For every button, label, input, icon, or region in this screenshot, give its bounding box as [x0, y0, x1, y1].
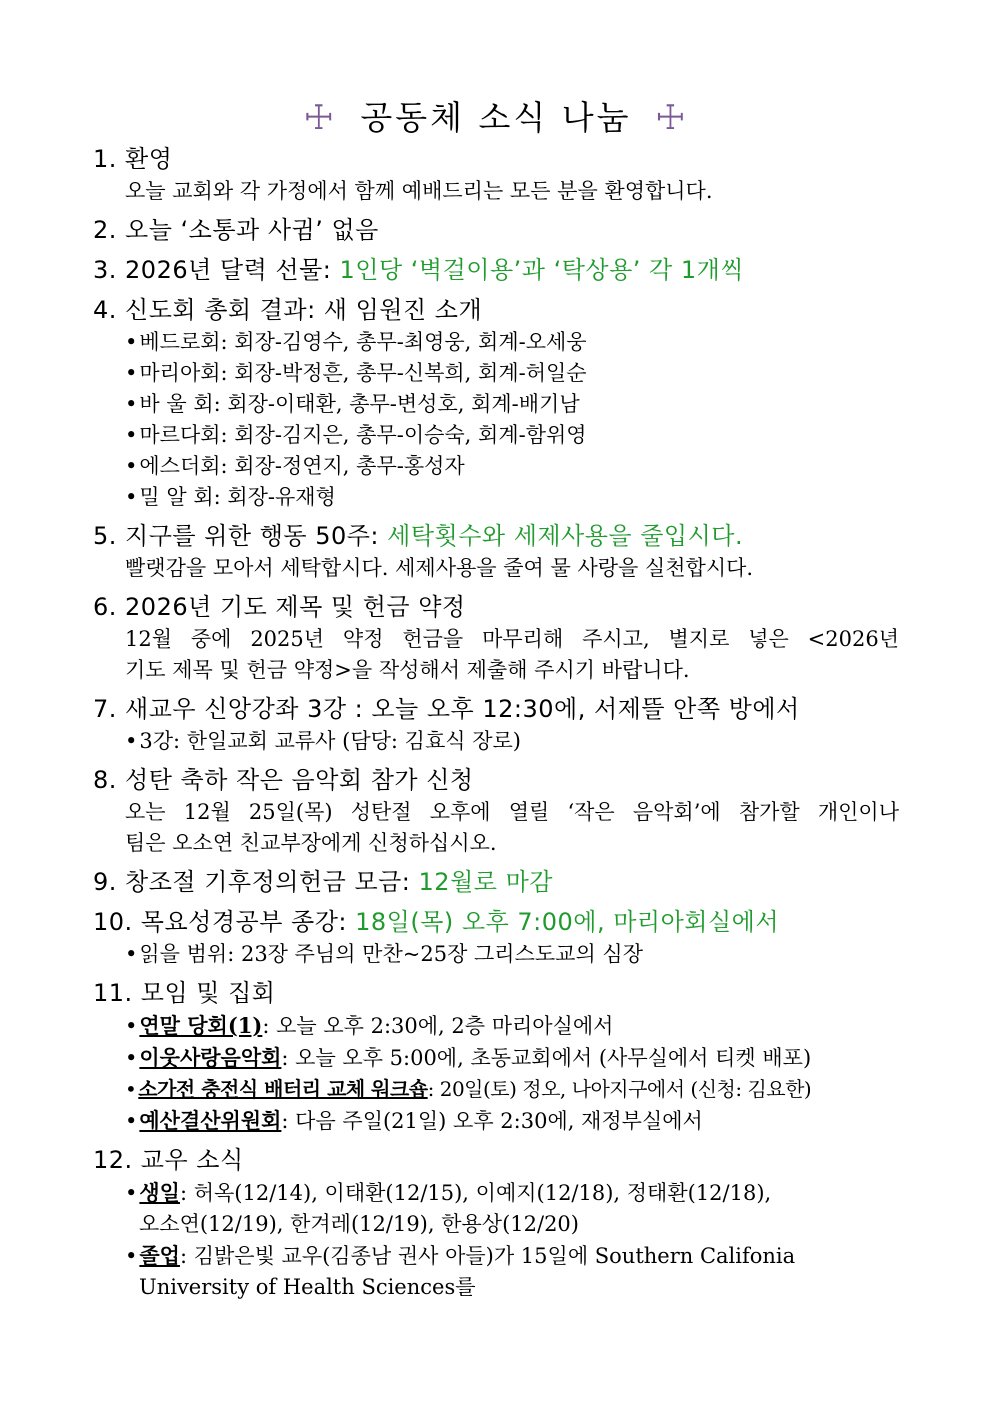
section-bible-study: [93, 905, 903, 970]
section-heading: 8. 성탄 축하 작은 음악회 참가 신청: [93, 766, 474, 794]
cross-icon: ☩: [303, 98, 337, 138]
section-fellowship: [93, 213, 903, 247]
list-item: • 소가전 충전식 배터리 교체 워크숍: 20일(토) 정오, 나아지구에서 (신청: 김요한): [125, 1077, 812, 1101]
list-item: •3강: 한일교회 교류사 (담당: 김효식 장로): [125, 729, 521, 753]
section-pledge: [93, 590, 903, 686]
list-item-continuation: 오소연(12/19), 한겨레(12/19), 한용상(12/20): [139, 1212, 579, 1236]
list-item: •바 울 회: 회장-이태환, 총무-변성호, 회계-배기남: [125, 392, 580, 416]
list-item: •이웃사랑음악회: 오늘 오후 5:00에, 초동교회에서 (사무실에서 티켓 배포): [125, 1045, 812, 1070]
highlight-text: 12월로 마감: [418, 868, 553, 896]
title-text: 공동체 소식 나눔: [360, 98, 632, 137]
highlight-text: 세탁횟수와 세제사용을 줄입시다.: [387, 522, 744, 550]
section-concert: [93, 763, 903, 859]
section-lecture: [93, 692, 903, 757]
news-list: [93, 142, 903, 1309]
page-title: [0, 92, 992, 139]
section-body: 오는 12월 25일(목) 성탄절 오후에 열릴 ‘작은 음악회’에 참가할 개인이나: [125, 800, 899, 824]
section-heading: 9. 창조절 기후정의헌금 모금: 12월로 마감: [93, 868, 553, 896]
section-body: 12월 중에 2025년 약정 헌금을 마무리해 주시고, 별지로 넣은 <2026년: [125, 627, 899, 651]
list-item: •읽을 범위: 23장 주님의 만찬~25장 그리스도교의 심장: [125, 942, 643, 966]
list-item: •마르다회: 회장-김지은, 총무-이승숙, 회계-함위영: [125, 423, 587, 447]
section-heading: 6. 2026년 기도 제목 및 헌금 약정: [93, 593, 466, 621]
section-officers: [93, 293, 903, 513]
section-welcome: [93, 142, 903, 207]
list-item: •졸업: 김밝은빛 교우(김종남 권사 아들)가 15일에 Southern Califonia: [125, 1243, 796, 1268]
highlight-text: 18일(목) 오후 7:00에, 마리아회실에서: [355, 908, 780, 936]
section-heading: 3. 2026년 달력 선물: 1인당 ‘벽걸이용’과 ‘탁상용’ 각 1개씩: [93, 256, 744, 284]
section-body: 오늘 교회와 각 가정에서 함께 예배드리는 모든 분을 환영합니다.: [125, 179, 713, 203]
list-item: •마리아회: 회장-박정흔, 총무-신복희, 회계-허일순: [125, 361, 587, 385]
section-heading: 11. 모임 및 집회: [93, 979, 276, 1007]
section-heading: 1. 환영: [93, 145, 173, 173]
cross-icon: ☩: [655, 98, 689, 138]
section-body: 기도 제목 및 헌금 약정>을 작성해서 제출해 주시기 바랍니다.: [125, 658, 690, 682]
section-calendar: [93, 253, 903, 287]
list-item: •베드로회: 회장-김영수, 총무-최영웅, 회계-오세웅: [125, 330, 587, 354]
section-body: 빨랫감을 모아서 세탁합시다. 세제사용을 줄여 물 사랑을 실천합시다.: [125, 556, 754, 580]
list-item: •연말 당회(1): 오늘 오후 2:30에, 2층 마리아실에서: [125, 1013, 614, 1038]
highlight-text: 1인당 ‘벽걸이용’과 ‘탁상용’ 각 1개씩: [339, 256, 744, 284]
section-earth-action: [93, 519, 903, 584]
list-item: •에스더회: 회장-정연지, 총무-홍성자: [125, 454, 465, 478]
section-heading: 2. 오늘 ‘소통과 사귐’ 없음: [93, 216, 379, 244]
section-heading: 12. 교우 소식: [93, 1146, 244, 1174]
section-body: 팀은 오소연 친교부장에게 신청하십시오.: [125, 831, 497, 855]
list-item: •밀 알 회: 회장-유재형: [125, 485, 336, 509]
list-item: •생일: 허옥(12/14), 이태환(12/15), 이예지(12/18), 정태환(12/18),: [125, 1180, 772, 1205]
section-heading: 7. 새교우 신앙강좌 3강 : 오늘 오후 12:30에, 서제뜰 안쪽 방에서: [93, 695, 800, 723]
list-item-continuation: University of Health Sciences를: [139, 1275, 476, 1299]
section-climate-offering: [93, 865, 903, 899]
list-item: •예산결산위원회: 다음 주일(21일) 오후 2:30에, 재정부실에서: [125, 1108, 703, 1133]
section-heading: 10. 목요성경공부 종강: 18일(목) 오후 7:00에, 마리아회실에서: [93, 908, 780, 936]
section-meetings: [93, 976, 903, 1137]
section-member-news: [93, 1143, 903, 1303]
section-heading: 4. 신도회 총회 결과: 새 임원진 소개: [93, 296, 483, 324]
section-heading: 5. 지구를 위한 행동 50주: 세탁횟수와 세제사용을 줄입시다.: [93, 522, 744, 550]
